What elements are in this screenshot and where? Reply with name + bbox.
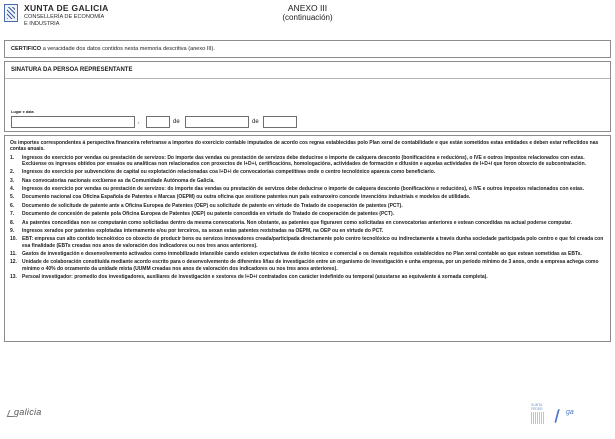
igape-brand-icon: ga <box>554 405 588 427</box>
signature-divider <box>5 78 610 79</box>
day-field[interactable] <box>146 116 170 128</box>
department-name: CONSELLERÍA DE ECONOMÍA E INDUSTRIA <box>24 14 105 27</box>
certifico-section <box>4 40 611 58</box>
annex-title: ANEXO III <box>287 3 328 13</box>
list-item: 7. Documento de concesión de patente pola Oficina Europea de Patentes (OEP) ou patente concedida en virtude do Tratado de cooperación de patentes (PCT). <box>10 211 395 218</box>
galicia-logo: galicia <box>14 407 42 417</box>
list-item: 10. EBT: empresa cun alto contido tecnolóxico co obxecto de producir bens ou servizos innovadores creada/participada directamente polo centro tecnolóxico ou indirectamente a través dunha sociedade participada polo centro e que foi creada con esa finalidade (EBTs creadas nos anos de valoración dos indicadores ou nos tres anos anteriores). <box>10 236 604 249</box>
list-item: 4. Ingresos do exercicio por vendas ou prestación de servizos: do importe das vendas ou prestación de servizos debe deducirse o importe de calquera desconto (bonificacións e reducións), o IVE e outros impostos relacionados con estas. <box>10 185 585 192</box>
list-item: 1. Ingresos do exercicio por vendas ou prestación de servizos: Do importe das vendas ou prestación de servizos debe deducirse o importe de calquera desconto (bonificacións e reducións), o IVE e outros impostos relacionados con estas. Exclúense os ingresos obtidos por ensaios ou analíticas non relacionados con proxectos de I+D+i, certificacións, homologacións, actividades de formación e difusión e aquelas actividades de I+D+i que foron obxecto de subcontratación. <box>10 154 587 167</box>
list-item: 9. Ingresos xerados por patentes explotadas internamente e/ou por terceiros, xa sexan estas patentes rexistradas na OEPM, na OEP ou en virtude do PCT. <box>10 227 384 234</box>
brand-name: XUNTA DE GALICIA <box>24 3 109 13</box>
certifico-text: a veracidade dos datos contidos nesta memoria descritiva (anexo III). <box>41 46 215 52</box>
month-field[interactable] <box>185 116 249 128</box>
eu-flag-icon: XUNTA FEDER <box>528 403 550 427</box>
list-item: 3. Nas convocatorias nacionais exclúense as da Comunidade Autónoma de Galicia. <box>10 177 215 184</box>
notes-section <box>4 135 611 342</box>
de-separator-2: de <box>252 119 259 125</box>
place-date-label: Lugar e data <box>11 110 34 114</box>
certifico-label: CERTIFICO <box>11 46 42 52</box>
list-item: 6. Documento de solicitude de patente ante a Oficina Europea de Patentes (OEP) ou solicitude de patente en virtude do Tratado de cooperación de patentes (PCT). <box>10 202 403 209</box>
de-separator-1: de <box>173 119 180 125</box>
list-item: 11. Gastos de investigación e desenvolvemento activados como inmobilizado intanxible cando existen expectativas de éxito técnico e comercial e os demais requisitos establecidos no Plan xeral contable ao que estean sometidas as EBTs. <box>10 250 582 257</box>
comma-separator: , <box>138 119 140 125</box>
notes-intro: Os importes correspondentes á perspectiva financeira referiranse a importes do exercicio contable imputados de acordo cos regras establecidas polo Plan xeral de contabilidade e que están sometidos estas entidades e deben estar reflectidos nas contas anuais. <box>10 140 599 153</box>
annex-subtitle: (continuación) <box>282 13 333 22</box>
place-field[interactable] <box>11 116 135 128</box>
list-item: 8. As patentes concedidas non se computarán como solicitadas dentro da mesma convocatoria. Non obstante, as patentes que figuraren como solicitadas en convocatorias anteriores e estean concedidas na actual poderse computar. <box>10 219 572 226</box>
list-item: 5. Documento nacional coa Oficina Española de Patentes e Marcas (OEPM) ou outra oficina que xestione patentes nun país estranxeiro concede invencións industriais e modelos de utilidade. <box>10 194 471 201</box>
list-item: 12. Unidade de colaboración constituída mediante acordo escrito para o desenvolvemento de diferentes liñas de investigación entre un organismo de investigación e unha empresa, por un período mínimo de 3 anos, onde a empresa achega como mínimo o 40% do orzamento da unidade mixta (UUMM creadas nos anos de valoración dos indicadores ou nos tres anos anteriores). <box>10 259 599 272</box>
signature-section <box>4 61 611 132</box>
list-item: 2. Ingresos do exercicio por subvencións de capital ou explotación relacionadas coa I+D+i de convocatorias competitivas onde o centro tecnolóxico apareza como beneficiario. <box>10 169 436 176</box>
year-field[interactable] <box>263 116 297 128</box>
document-footer <box>0 395 615 439</box>
signature-title: SINATURA DA PERSOA REPRESENTANTE <box>11 67 133 73</box>
document-header <box>0 0 615 40</box>
list-item: 13. Persoal investigador: promedio dos investigadores, auxiliares de investigación e xestores de I+D+i contratados con carácter indefinido ou temporal (axustarse ao equivalente á xornada completa). <box>10 273 488 280</box>
